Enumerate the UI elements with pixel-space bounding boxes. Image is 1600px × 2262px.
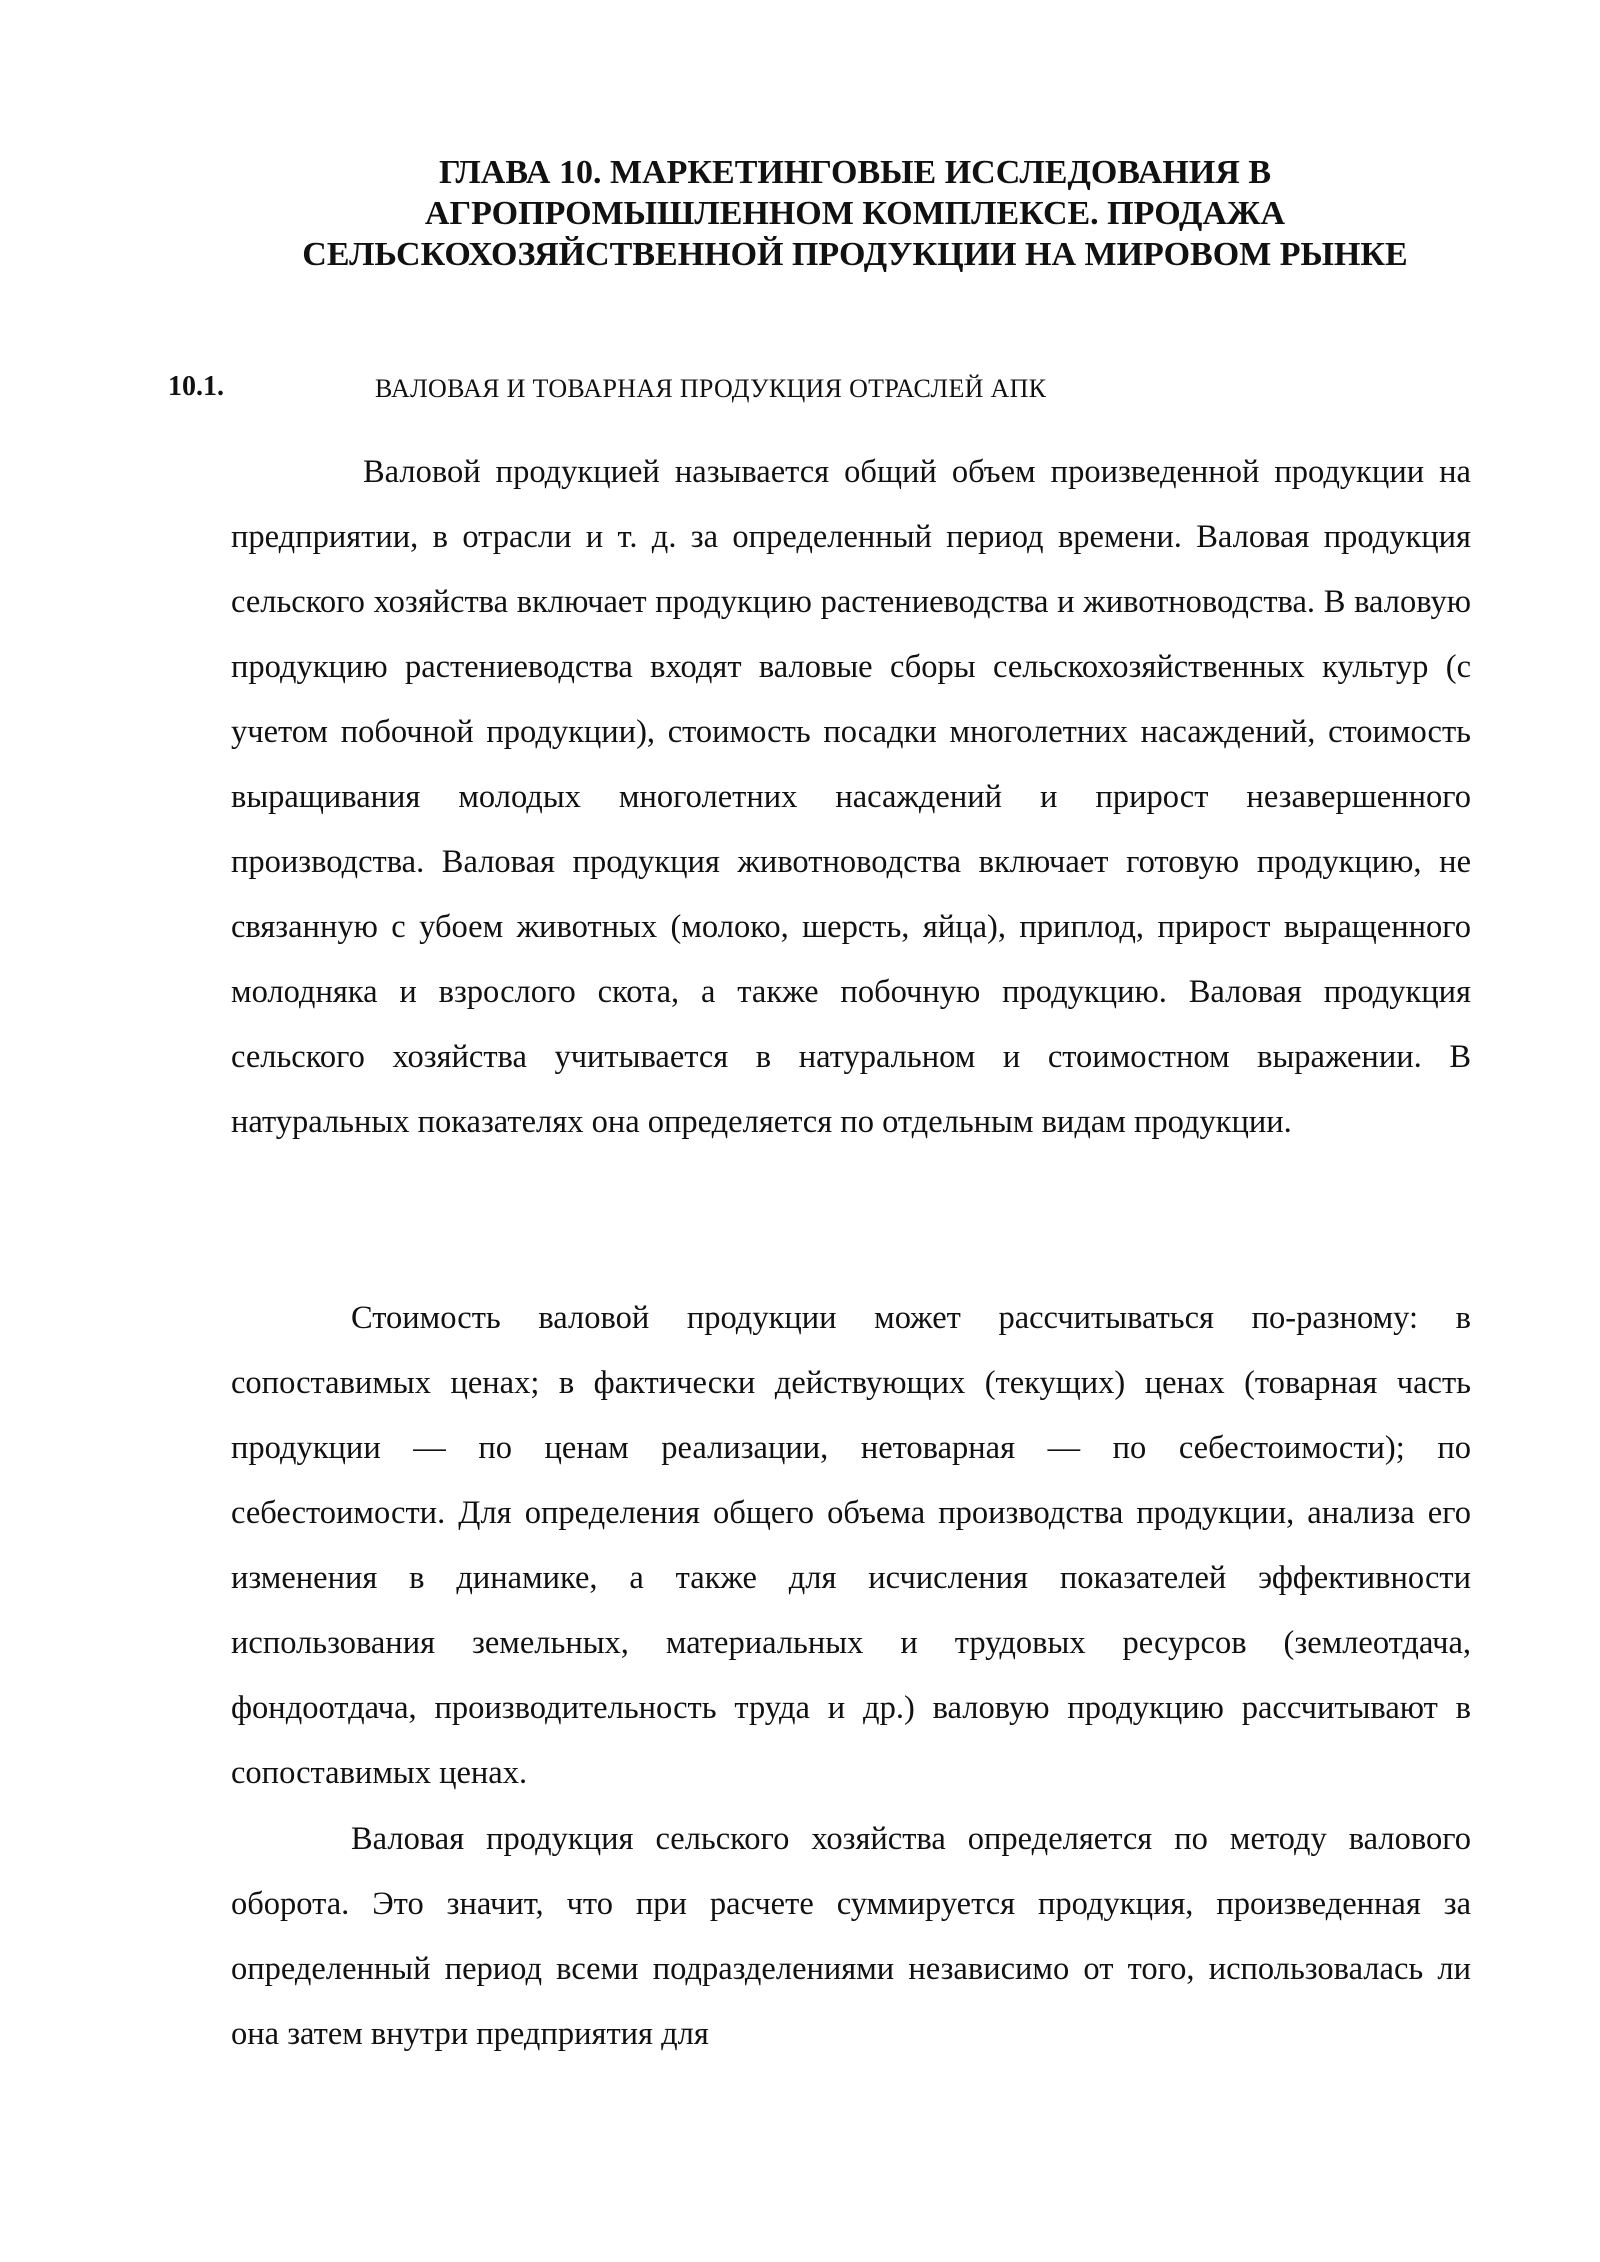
chapter-title: [180, 152, 1530, 275]
chapter-title-line-1: ГЛАВА 10. МАРКЕТИНГОВЫЕ ИССЛЕДОВАНИЯ В: [438, 154, 1272, 191]
paragraph-3: Валовая продукция сельского хозяйства определяется по методу валового оборота. Это значит, что при расчете суммируется продукция, произведенная за определенный период всеми подразделениями независимо от того, использовалась ли она затем внутри предприятия для: [231, 1821, 1471, 2052]
section-title: ВАЛОВАЯ И ТОВАРНАЯ ПРОДУКЦИЯ ОТРАСЛЕЙ АПК: [375, 374, 1047, 403]
section-number: 10.1.: [168, 371, 224, 402]
paragraph-1: Валовой продукцией называется общий объем произведенной продукции на предприятии, в отрасли и т. д. за определенный период времени. Валовая продукция сельского хозяйства включает продукцию растениеводства и животноводства. В валовую продукцию растениеводства входят валовые сборы сельскохозяйственных культур (с учетом побочной продукции), стоимость посадки многолетних насаждений, стоимость выращивания молодых многолетних насаждений и прирост незавершенного производства. Валовая продукция животноводства включает готовую продукцию, не связанную с убоем животных (молоко, шерсть, яйца), приплод, прирост выращенного молодняка и взрослого скота, а также побочную продукцию. Валовая продукция сельского хозяйства учитывается в натуральном и стоимостном выражении. В натуральных показателях она определяется по отдельным видам продукции.: [231, 454, 1471, 1140]
chapter-title-line-3: СЕЛЬСКОХОЗЯЙСТВЕННОЙ ПРОДУКЦИИ НА МИРОВОМ РЫНКЕ: [302, 236, 1408, 273]
chapter-title-line-2: АГРОПРОМЫШЛЕННОМ КОМПЛЕКСЕ. ПРОДАЖА: [424, 195, 1286, 232]
paragraph-2: Стоимость валовой продукции может рассчитываться по-разному: в сопоставимых ценах; в фактически действующих (текущих) ценах (товарная часть продукции — по ценам реализации, нетоварная — по себестоимости); по себестоимости. Для определения общего объема производства продукции, анализа его изменения в динамике, а также для исчисления показателей эффективности использования земельных, материальных и трудовых ресурсов (землеотдача, фондоотдача, производительность труда и др.) валовую продукцию рассчитывают в сопоставимых ценах.: [231, 1300, 1471, 1791]
